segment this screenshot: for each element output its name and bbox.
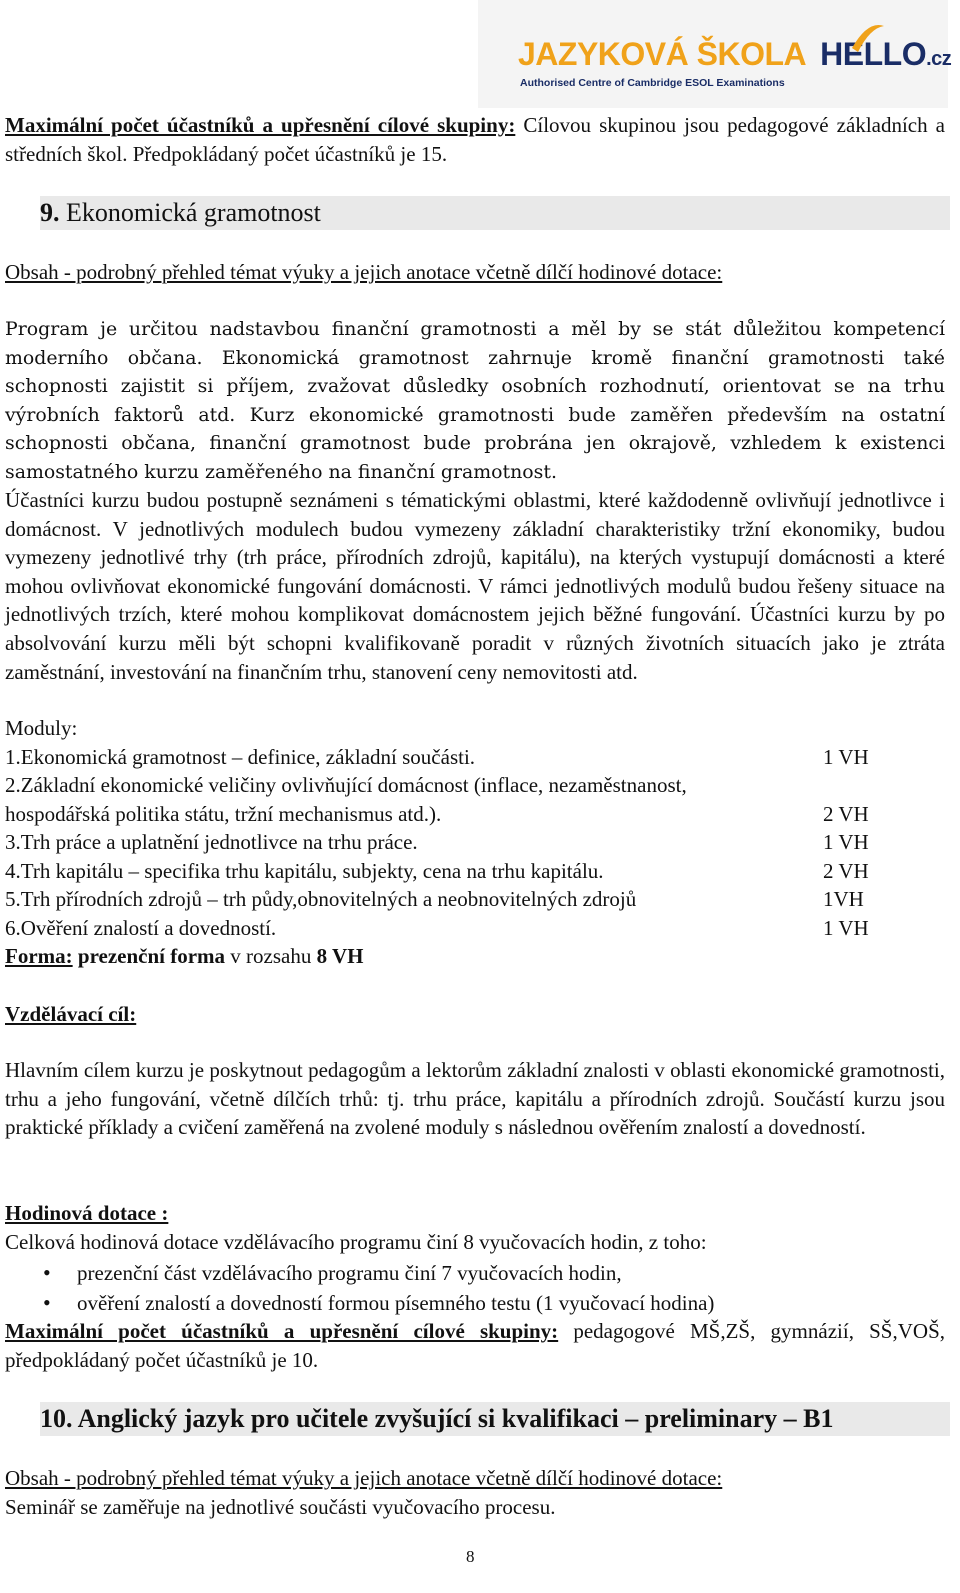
module-row: 1.Ekonomická gramotnost – definice, základní součásti. 1 VH: [5, 745, 869, 769]
section-9-para1: Program je určitou nadstavbou finanční gramotnosti a měl by se stát důležitou kompetencí moderního občana. Ekonomická gramotnost zahrnuje kromě finanční gramotnosti také schopnosti zajistit si příjem, zvažovat důsledky osobních rozhodnutí, orientovat se na trhu výrobních faktorů atd. Kurz ekonomické gramotnosti bude zaměřen především na ostatní schopnosti občana, finanční gramotnost bude probrána jen okrajově, vzhledem k existenci samostatného kurzu zaměřeného na finanční gramotnost.: [5, 318, 945, 483]
logo-wordmark: JAZYKOVÁ ŠKOLA HELLO.cz: [518, 36, 952, 72]
section-9-heading: 9. Ekonomická gramotnost: [40, 196, 950, 230]
logo-subtitle: Authorised Centre of Cambridge ESOL Examinations: [520, 77, 785, 89]
dotace-heading: Hodinová dotace :: [5, 1201, 169, 1225]
section-10-heading: 10. Anglický jazyk pro učitele zvyšující si kvalifikaci – preliminary – B1: [40, 1402, 950, 1436]
list-item: • prezenční část vzdělávacího programu činí 7 vyučovacích hodin,: [5, 1258, 945, 1288]
section-9-para2: Účastníci kurzu budou postupně seznámeni s tématickými oblastmi, které každodenně ovlivňují jednotlivce i domácnost. V jednotlivých modulech budou vymezeny základní charakteristiky tržní ekonomiky, budou vymezeny jednotlivé trhy (trh práce, přírodních zdrojů, kapitálu), na kterých vystupují domácnosti a které mohou ovlivňovat ekonomické fungování domácnosti. V rámci jednotlivých modulů budou řešeny situace na jednotlivých trzích, které mohou komplikovat domácnostem jejich běžné fungování. Účastníci kurzu by po absolvování kurzu měli být schopni kvalifikovaně poradit v různých životních situacích jako je ztráta zaměstnání, investování na finančním trhu, stanovení ceny nemovitosti atd.: [5, 488, 945, 684]
forma-line: Forma: prezenční forma v rozsahu 8 VH: [5, 944, 364, 968]
module-row: 2.Základní ekonomické veličiny ovlivňující domácnost (inflace, nezaměstnanost, hospodářská politika státu, tržní mechanismus atd.). 2 VH: [5, 773, 869, 826]
section-9-obsah-heading: Obsah - podrobný přehled témat výuky a jejich anotace včetně dílčí hodinové dotace:: [5, 260, 723, 284]
bullet-icon: •: [43, 1260, 51, 1285]
section-10-obsah-heading: Obsah - podrobný přehled témat výuky a jejich anotace včetně dílčí hodinové dotace:: [5, 1466, 723, 1490]
cil-paragraph: Hlavním cílem kurzu je poskytnout pedagogům a lektorům základní znalosti v oblasti ekonomické gramotnosti, trhu a jeho fungování, včetně dílčích trhů: tj. trhu práce, kapitálu a přírodních zdrojů. Součástí kurzu jsou praktické příklady a cvičení zaměřená na zvolené moduly s následnou ověřením znalostí a dovedností.: [5, 1058, 945, 1140]
bullet-icon: •: [43, 1290, 51, 1315]
school-logo: [478, 0, 952, 108]
page-number: 8: [466, 1547, 475, 1566]
cil-heading: Vzdělávací cíl:: [5, 1002, 137, 1026]
logo-swoosh-icon: [848, 18, 888, 58]
module-row: 3.Trh práce a uplatnění jednotlivce na trhu práce. 1 VH: [5, 830, 869, 854]
target-group-paragraph: Maximální počet účastníků a upřesnění cílové skupiny: Cílovou skupinou jsou pedagogové základních a středních škol. Předpokládaný počet účastníků je 15.: [5, 113, 945, 166]
dotace-bullet-list: [5, 1258, 945, 1318]
modules-label: Moduly:: [5, 716, 78, 740]
section-9-target-group: Maximální počet účastníků a upřesnění cílové skupiny: pedagogové MŠ,ZŠ, gymnázií, SŠ,VOŠ, předpokládaný počet účastníků je 10.: [5, 1319, 945, 1372]
module-row: 6.Ověření znalostí a dovedností. 1 VH: [5, 916, 869, 940]
section-10-paragraph: Seminář se zaměřuje na jednotlivé součásti vyučovacího procesu.: [5, 1495, 556, 1519]
list-item: • ověření znalostí a dovedností formou písemného testu (1 vyučovací hodina): [5, 1288, 945, 1318]
module-row: 4.Trh kapitálu – specifika trhu kapitálu, subjekty, cena na trhu kapitálu. 2 VH: [5, 859, 869, 883]
dotace-paragraph: Celková hodinová dotace vzdělávacího programu činí 8 vyučovacích hodin, z toho:: [5, 1230, 707, 1254]
module-row: 5.Trh přírodních zdrojů – trh půdy,obnovitelných a neobnovitelných zdrojů 1VH: [5, 887, 864, 911]
